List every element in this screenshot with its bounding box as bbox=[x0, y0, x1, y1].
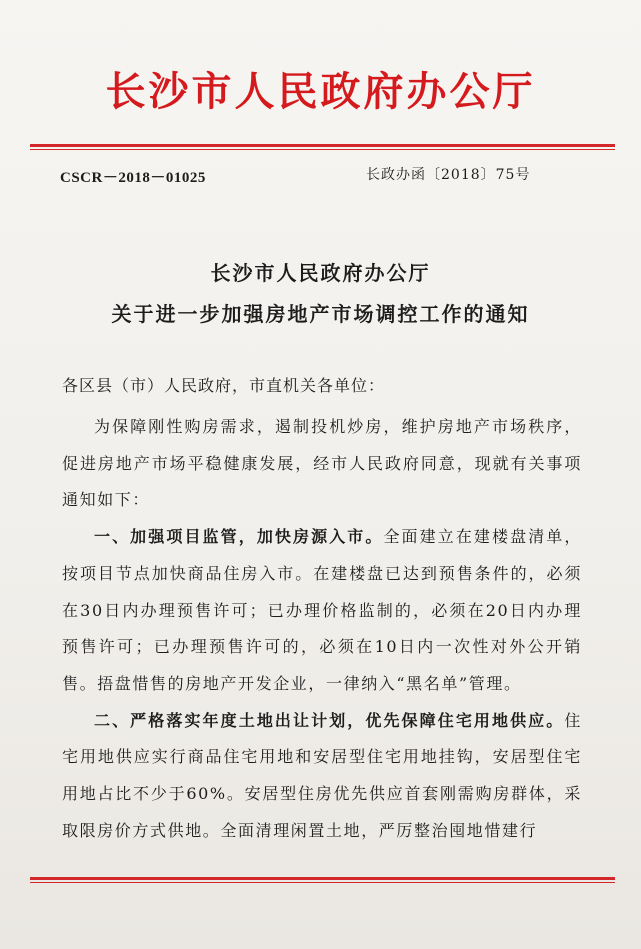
document-number: 长政办函〔2018〕75号 bbox=[366, 167, 531, 183]
salutation: 各区县（市）人民政府，市直机关各单位： bbox=[62, 376, 386, 395]
item-2-body: 住宅用地供应实行商品住宅用地和安居型住宅用地挂钩，安居型住宅用地占比不少于60%。安居型住房优先供应首套刚需购房群体，采取限房价方式供地。全面清理闲置土地，严厉整治囤地惜建行 bbox=[62, 710, 582, 840]
item-2-heading: 二、严格落实年度土地出让计划，优先保障住宅用地供应。 bbox=[94, 710, 565, 730]
notice-body bbox=[62, 409, 582, 849]
item-2-paragraph bbox=[62, 703, 582, 850]
issuer-masthead: 长沙市人民政府办公厅 bbox=[105, 68, 536, 115]
intro-paragraph: 为保障刚性购房需求，遏制投机炒房，维护房地产市场秩序，促进房地产市场平稳健康发展，经市人民政府同意，现就有关事项通知如下： bbox=[62, 417, 582, 510]
red-rule-top-thin bbox=[30, 149, 615, 150]
notice-title-line-1: 长沙市人民政府办公厅 bbox=[210, 261, 431, 285]
red-rule-bottom bbox=[30, 877, 615, 880]
red-rule-bottom-thin bbox=[30, 882, 615, 883]
item-1-body: 全面建立在建楼盘清单，按项目节点加快商品住房入市。在建楼盘已达到预售条件的，必须在30日内办理预售许可；已办理价格监制的，必须在20日内办理预售许可；已办理预售许可的，必须在10日内一次性对外公开销售。捂盘惜售的房地产开发企业，一律纳入“黑名单”管理。 bbox=[62, 527, 582, 693]
item-1-heading: 一、加强项目监管，加快房源入市。 bbox=[94, 527, 384, 547]
notice-title-line-2: 关于进一步加强房地产市场调控工作的通知 bbox=[111, 302, 530, 326]
document-code: CSCR－2018－01025 bbox=[60, 170, 206, 186]
red-rule-top bbox=[30, 144, 615, 147]
item-1-paragraph bbox=[62, 519, 582, 703]
